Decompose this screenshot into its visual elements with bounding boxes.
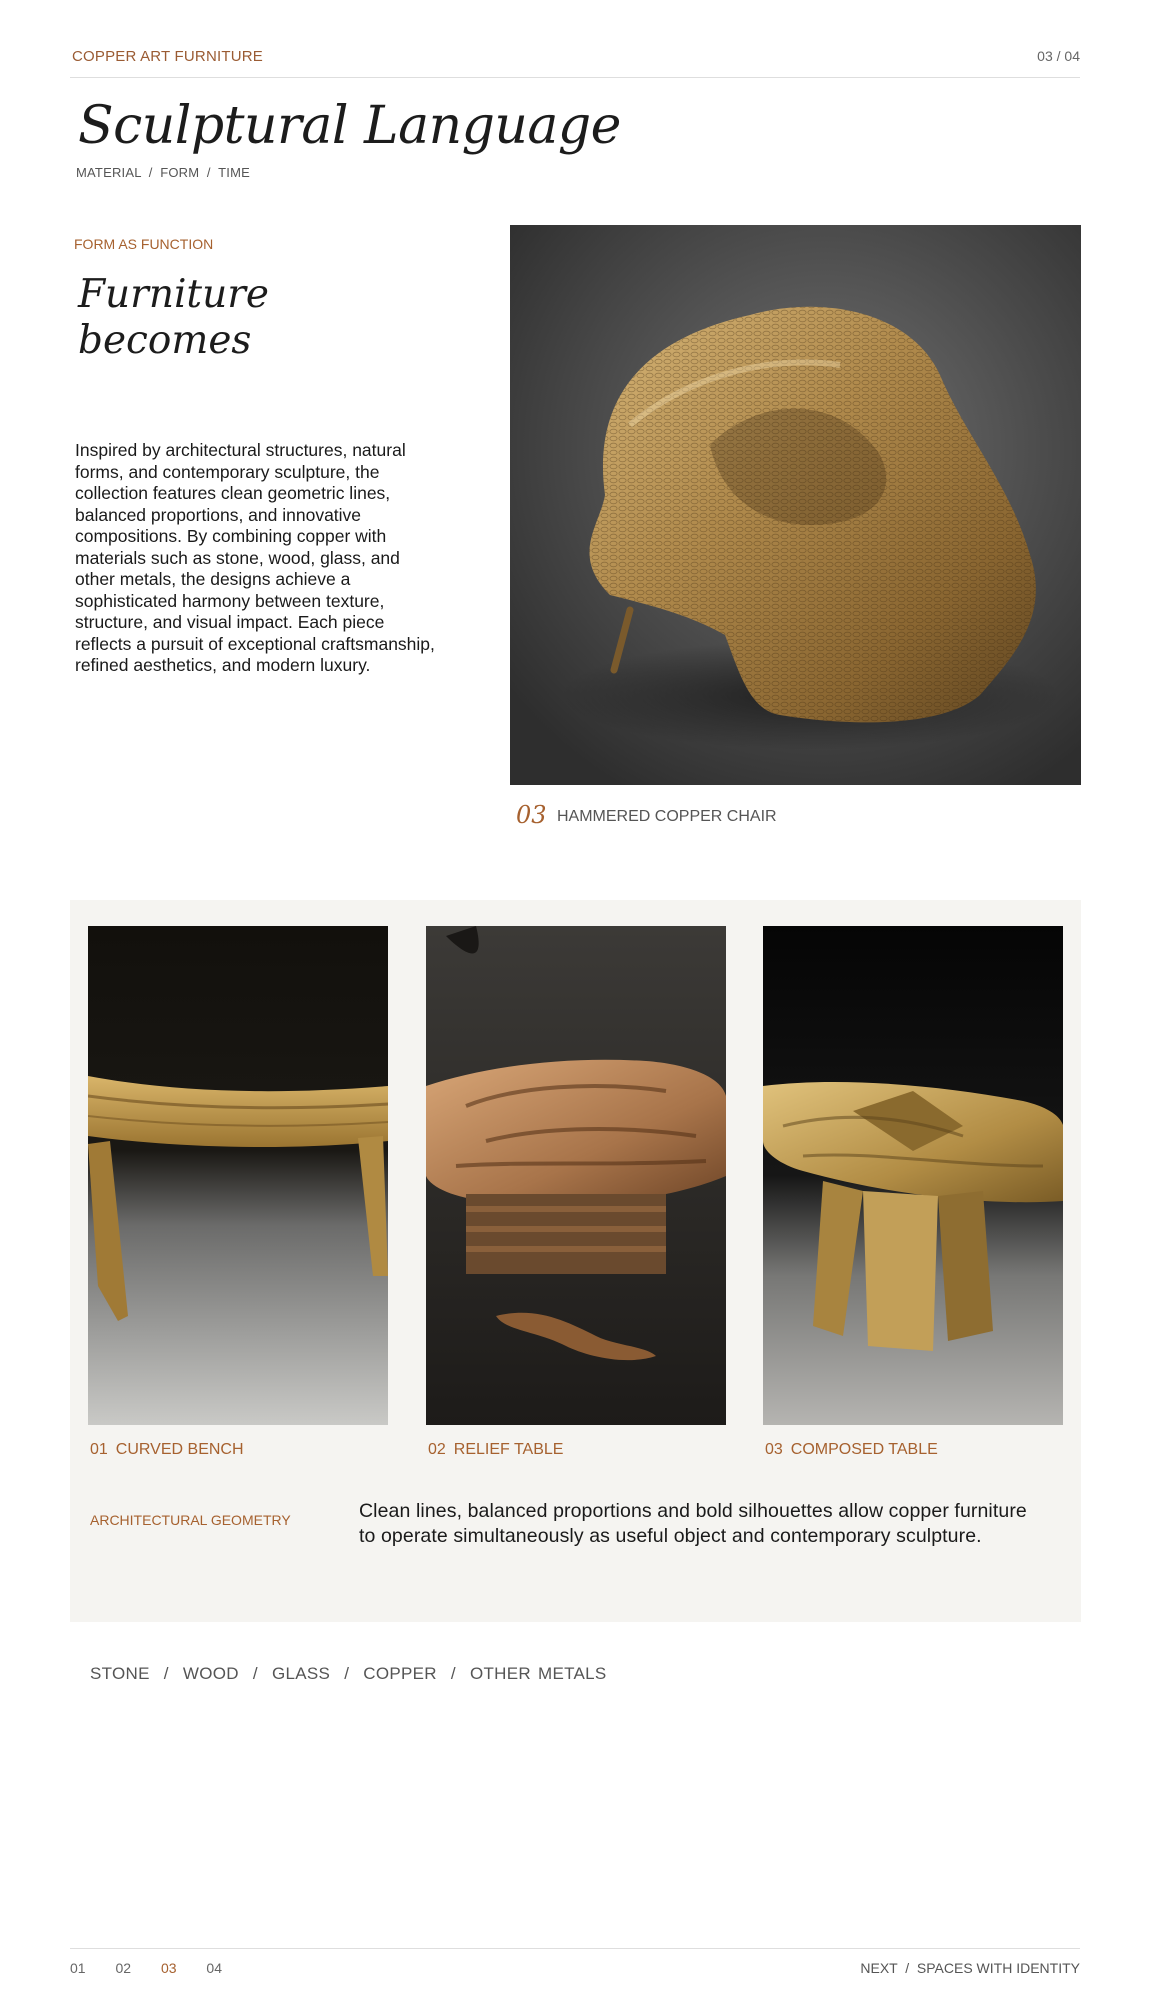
section-eyebrow: FORM AS FUNCTION xyxy=(74,236,214,252)
gallery-label-number: 02 xyxy=(428,1441,446,1458)
brand-label: COPPER ART FURNITURE xyxy=(72,48,263,65)
page-title: Sculptural Language xyxy=(78,96,621,156)
hero-caption: HAMMERED COPPER CHAIR xyxy=(557,808,777,825)
next-page-link[interactable]: NEXT / SPACES WITH IDENTITY xyxy=(860,1960,1080,1976)
bench-illustration xyxy=(88,926,388,1425)
gallery-label-2 xyxy=(428,1441,563,1459)
gallery-label-3 xyxy=(765,1441,938,1459)
page-link-03-active[interactable]: 03 xyxy=(160,1960,177,1976)
section-heading-line-2: becomes xyxy=(78,318,252,363)
footer-divider xyxy=(70,1948,1080,1949)
gallery-label-number: 03 xyxy=(765,1441,783,1458)
materials-list: STONE / WOOD / GLASS / COPPER / OTHER METALS xyxy=(90,1664,607,1683)
gallery-label-text: RELIEF TABLE xyxy=(453,1441,564,1458)
gallery-description: Clean lines, balanced proportions and bold silhouettes allow copper furniture to operate simultaneously as useful object and contemporary sculpture. xyxy=(359,1500,1027,1547)
gallery-label-text: COMPOSED TABLE xyxy=(790,1441,938,1458)
header-divider xyxy=(70,77,1080,78)
section-heading-line-1: Furniture xyxy=(78,272,269,317)
page-link-02[interactable]: 02 xyxy=(115,1960,132,1976)
hero-caption-number: 03 xyxy=(516,801,547,829)
gallery-image-relief-table xyxy=(426,926,726,1425)
gallery-image-composed-table xyxy=(763,926,1063,1425)
gallery-eyebrow: ARCHITECTURAL GEOMETRY xyxy=(90,1512,291,1528)
page-subtitle: MATERIAL / FORM / TIME xyxy=(76,165,250,180)
page-link-01[interactable]: 01 xyxy=(70,1960,86,1976)
page-counter: 03 / 04 xyxy=(1037,48,1080,64)
gallery-panel xyxy=(70,900,1081,1622)
relief-table-illustration xyxy=(426,926,726,1425)
gallery-label-1 xyxy=(90,1441,244,1459)
composed-table-illustration xyxy=(763,926,1063,1425)
gallery-image-curved-bench xyxy=(88,926,388,1425)
page-link-04[interactable]: 04 xyxy=(206,1960,222,1976)
gallery-label-number: 01 xyxy=(90,1441,108,1458)
chair-illustration xyxy=(510,225,1081,785)
section-heading xyxy=(78,272,408,364)
page-navigation xyxy=(70,1960,248,1976)
intro-body-text: Inspired by architectural structures, natural forms, and contemporary sculpture, the collection features clean geometric lines, balanced proportions, and innovative compositions. By combining copper with materials such as stone, wood, glass, and other metals, the designs achieve a sophisticated harmony between texture, structure, and visual impact. Each piece reflects a pursuit of exceptional craftsmanship, refined aesthetics, and modern luxury. xyxy=(75,440,435,675)
gallery-label-text: CURVED BENCH xyxy=(115,1441,244,1458)
hero-image-hammered-copper-chair xyxy=(510,225,1081,785)
